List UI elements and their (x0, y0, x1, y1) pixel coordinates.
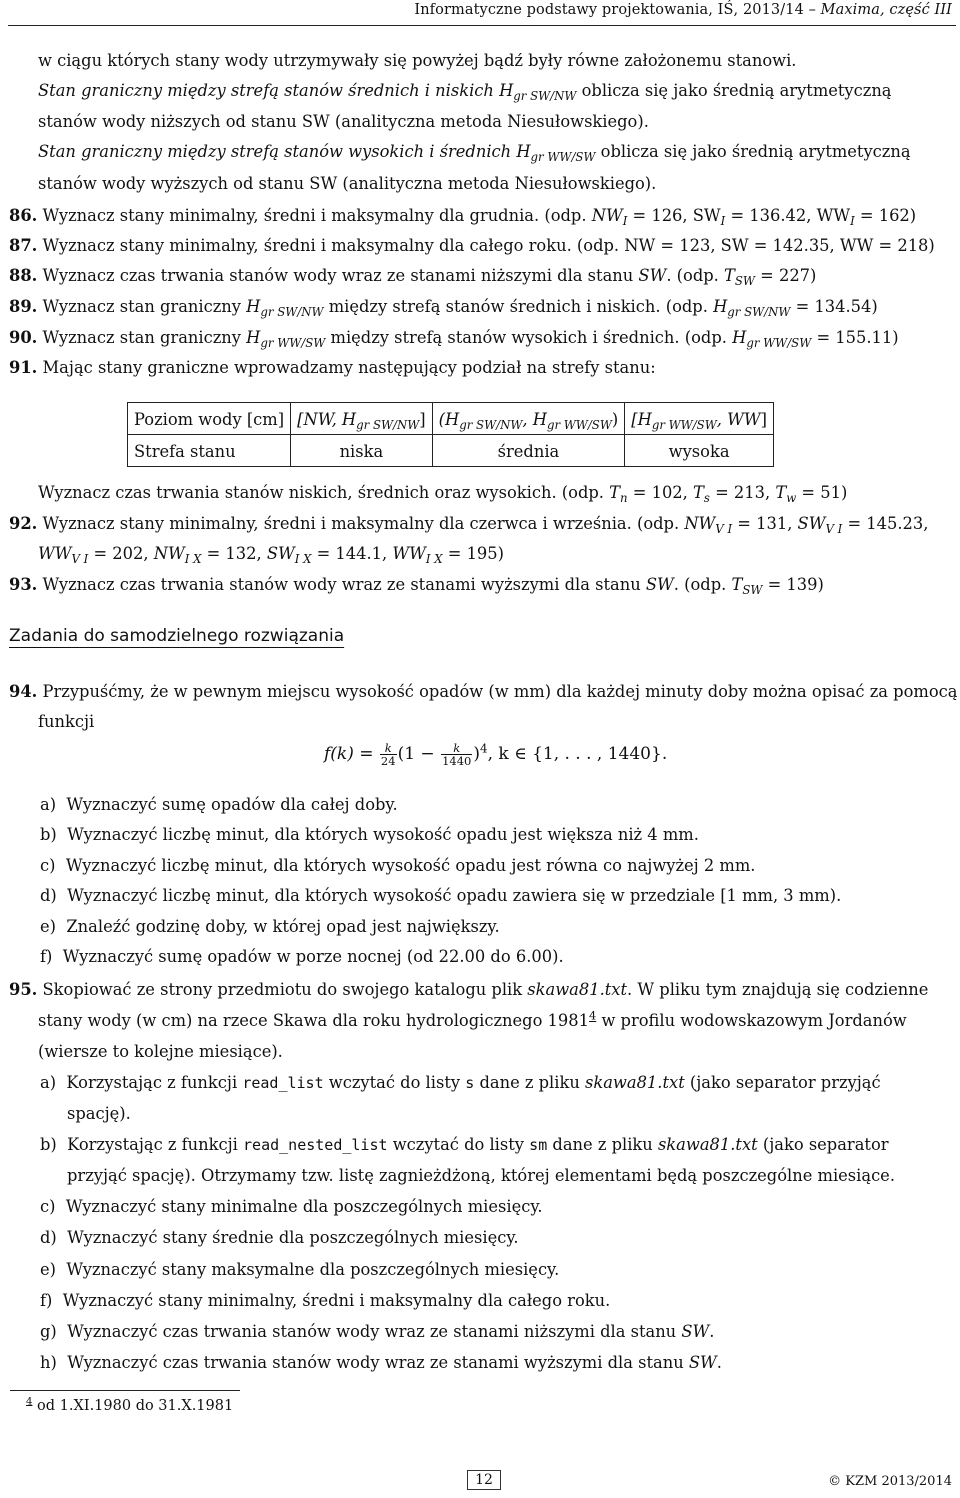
math-sw: SW (688, 1353, 717, 1372)
task-95-item (40, 1197, 543, 1217)
item-text: Wyznaczyć stany minimalne dla poszczególnych miesięcy. (65, 1197, 543, 1216)
rainfall-formula (324, 742, 667, 767)
item-text: (jako separator (757, 1135, 889, 1154)
item-label: e) (40, 1260, 56, 1279)
item-label: c) (40, 1197, 56, 1216)
item-text: wczytać do listy (387, 1135, 530, 1154)
task-answer-part: = 131, (732, 514, 798, 533)
fraction-denominator: 1440 (442, 754, 472, 768)
task-text: Wyznacz stany minimalny, średni i maksymalny dla grudnia. (odp. (42, 206, 592, 225)
fraction-denominator: 24 (380, 754, 396, 768)
task-text: Wyznacz stany minimalny, średni i maksymalny dla czerwca i września. (odp. (42, 514, 685, 533)
task-answer-part: = 144.1, (311, 544, 393, 563)
task-95-item-h: h) Wyznaczyć czas trwania stanów wody wraz ze stanami wyższymi dla stanu SW. (40, 1353, 722, 1372)
math-sub: gr WW/SW (746, 336, 812, 351)
header-rule (8, 25, 956, 26)
task-95-item-b-cont: przyjąć spację). Otrzymamy tzw. listę zagnieżdżoną, której elementami będą poszczególne miesiące. (67, 1166, 895, 1185)
math-h: H (246, 297, 261, 316)
function-name: read_nested_list (243, 1136, 388, 1154)
task-94-item (40, 795, 398, 815)
task-answer-part: = 213, (709, 483, 776, 502)
task-95-line-3: (wiersze to kolejne miesiące). (38, 1042, 283, 1061)
copyright: © KZM 2013/2014 (828, 1474, 952, 1489)
math-sub-sw-nw: gr SW/NW (513, 89, 577, 104)
item-text: Znaleźć godzinę doby, w której opad jest największy. (66, 917, 500, 936)
task-text: Skopiować ze strony przedmiotu do swojego katalogu plik (42, 980, 528, 999)
table-row (128, 435, 774, 467)
item-label: d) (40, 886, 57, 905)
math-sub: SW (734, 274, 755, 289)
task-91-question: Wyznacz czas trwania stanów niskich, średnich oraz wysokich. (odp. $T_n = 102$, $T_s = 213$, $T_w = 51$) (38, 483, 848, 506)
task-answer-value: = 139) (762, 575, 824, 594)
task-95-item-a: a) Korzystając z funkcji read_list wczytać do listy s dane z pliku skawa81.txt (jako separator przyjąć (40, 1073, 881, 1092)
task-number: 88. (9, 266, 38, 285)
item-label: f) (40, 947, 53, 966)
math-h: H (732, 328, 747, 347)
task-95-item (40, 1260, 559, 1280)
task-94-item (40, 825, 699, 845)
task-94-item (40, 947, 564, 967)
variable-name: sm (529, 1136, 548, 1154)
task-answer: . (odp. (673, 575, 732, 594)
task-number: 92. (9, 514, 38, 533)
item-label: c) (40, 856, 56, 875)
file-name: skawa81.txt (527, 980, 628, 999)
task-text: Wyznacz stany minimalny, średni i maksymalny dla całego roku. (odp. (42, 236, 625, 255)
formula-exponent: 4 (479, 741, 488, 756)
math-h: H (516, 142, 531, 161)
footnote-text: od 1.XI.1980 do 31.X.1981 (32, 1398, 234, 1414)
item-label: d) (40, 1228, 57, 1247)
section-title: Zadania do samodzielnego rozwiązania (9, 626, 345, 646)
file-name: skawa81.txt (657, 1135, 758, 1154)
fraction-numerator: k (380, 742, 397, 755)
math-sub: gr SW/NW (260, 305, 324, 320)
intro-line-2 (38, 81, 892, 104)
formula-part: f(k) = (324, 744, 379, 764)
task-91 (9, 358, 656, 378)
item-text: Wyznaczyć sumę opadów dla całej doby. (66, 795, 398, 814)
task-text: w profilu wodowskazowym Jordanów (596, 1011, 907, 1030)
fraction (441, 742, 472, 767)
math-h: H (246, 328, 261, 347)
math-sub: gr SW/NW (459, 417, 523, 432)
task-text: . W pliku tym znajdują się codzienne (627, 980, 929, 999)
task-95 (9, 980, 928, 1000)
task-text-mid: między strefą stanów wysokich i średnich. (odp. (325, 328, 733, 347)
task-number: 94. (9, 682, 38, 701)
math-sw: SW (638, 266, 667, 285)
cell-text: [H (631, 409, 652, 429)
item-label: e) (40, 917, 56, 936)
item-text: Wyznaczyć czas trwania stanów wody wraz ze stanami niższymi dla stanu (67, 1322, 682, 1341)
task-86: 86. Wyznacz stany minimalny, średni i maksymalny dla grudnia. (odp. $NW_I = 126$, $SW_I = 136.42$, $WW_I = 162$) (9, 206, 917, 229)
task-number: 93. (9, 575, 38, 594)
table-cell: Strefa stanu (128, 435, 291, 467)
cell-text: [NW, H (297, 409, 357, 429)
task-95-item-a-cont: spację). (67, 1104, 131, 1123)
task-95-line-2 (38, 1008, 907, 1031)
math-sub: gr WW/SW (260, 336, 326, 351)
variable-name: s (465, 1074, 475, 1092)
task-90 (9, 328, 899, 351)
item-text: Wyznaczyć liczbę minut, dla których wysokość opadu jest większa niż 4 mm. (67, 825, 699, 844)
intro-line-2-tail: oblicza się jako średnią arytmetyczną (581, 81, 892, 100)
math-sub: gr WW/SW (546, 417, 612, 432)
task-answer-part: = 195) (442, 544, 504, 563)
item-label: b) (40, 825, 57, 844)
math-h: H (499, 81, 514, 100)
item-text: Wyznaczyć liczbę minut, dla których wysokość opadu jest równa co najwyżej 2 mm. (65, 856, 756, 875)
table-cell: średnia (432, 435, 625, 467)
item-label: a) (40, 795, 57, 814)
task-text: Wyznacz czas trwania stanów niskich, średnich oraz wysokich. (odp. (38, 483, 610, 502)
table-cell: [NW, $H_{gr SW/NW}$] (291, 403, 433, 435)
item-text: Korzystając z funkcji (66, 1073, 243, 1092)
footnote-rule (10, 1390, 240, 1391)
task-89 (9, 297, 878, 320)
cell-text: (H (438, 409, 460, 429)
function-name: read_list (242, 1074, 324, 1092)
task-answer-value: = 155.11) (811, 328, 899, 347)
item-label: f) (40, 1291, 53, 1310)
task-answer-part: = 145.23, (842, 514, 929, 533)
task-88 (9, 266, 817, 289)
task-text: Przypuśćmy, że w pewnym miejscu wysokość opadów (w mm) dla każdej minuty doby można opisać za pomocą (42, 682, 958, 701)
task-text: Wyznacz czas trwania stanów wody wraz ze stanami niższymi dla stanu (42, 266, 639, 285)
task-number: 90. (9, 328, 38, 347)
running-header (414, 2, 952, 18)
intro-line-4-tail: oblicza się jako średnią arytmetyczną (600, 142, 911, 161)
page-number: 12 (467, 1470, 501, 1490)
intro-line-5: stanów wody wyższych od stanu SW (analityczna metoda Niesułowskiego). (38, 174, 657, 193)
task-answer-part: = 102, (627, 483, 694, 502)
item-text: wczytać do listy (323, 1073, 466, 1092)
task-number: 89. (9, 297, 38, 316)
math-h: H (713, 297, 728, 316)
table-cell: wysoka (625, 435, 774, 467)
item-text: dane z pliku (547, 1135, 658, 1154)
math-sub: gr SW/NW (356, 417, 420, 432)
math-sub: gr WW/SW (651, 417, 717, 432)
math-sub-ww-sw: gr WW/SW (530, 150, 596, 165)
task-94-line-2: funkcji (38, 712, 95, 731)
task-number: 87. (9, 236, 38, 255)
formula-part: ) (473, 744, 480, 764)
task-answer-part: = 136.42, WW (725, 206, 851, 225)
item-text: Wyznaczyć sumę opadów w porze nocnej (od 22.00 do 6.00). (62, 947, 564, 966)
footnote-mark: 4 (26, 1396, 33, 1408)
task-text: Wyznacz czas trwania stanów wody wraz ze stanami wyższymi dla stanu (42, 575, 646, 594)
task-answer: NW = 123, SW = 142.35, WW = 218) (624, 236, 935, 255)
task-93: 93. Wyznacz czas trwania stanów wody wraz ze stanami wyższymi dla stanu SW. (odp. $T_{SW} = 139$) (9, 575, 824, 598)
item-text: Wyznaczyć liczbę minut, dla których wysokość opadu zawiera się w przedziale [1 mm, 3 mm). (67, 886, 842, 905)
intro-line-4-text: Stan graniczny między strefą stanów wysokich i średnich (38, 142, 512, 161)
task-answer-part: = 126, SW (627, 206, 721, 225)
task-87 (9, 236, 935, 256)
task-95-item (40, 1291, 610, 1311)
task-text: Mając stany graniczne wprowadzamy następujący podział na strefy stanu: (42, 358, 656, 377)
intro-line-1: w ciągu których stany wody utrzymywały się powyżej bądź były równe założonemu stanowi. (38, 51, 797, 70)
task-number: 91. (9, 358, 38, 377)
math-sub: gr SW/NW (727, 305, 791, 320)
item-text: Wyznaczyć stany maksymalne dla poszczególnych miesięcy. (66, 1260, 560, 1279)
task-answer-value: = 227) (754, 266, 817, 285)
task-94-item (40, 856, 755, 876)
item-text: . (716, 1353, 722, 1372)
task-text: Wyznacz stan graniczny (42, 297, 247, 316)
item-text: Wyznaczyć stany średnie dla poszczególnych miesięcy. (67, 1228, 519, 1247)
task-number: 86. (9, 206, 38, 225)
item-text: Wyznaczyć stany minimalny, średni i maksymalny dla całego roku. (62, 1291, 611, 1310)
table-row (128, 403, 774, 435)
task-answer-part: = 132, (201, 544, 267, 563)
math-sw: SW (645, 575, 674, 594)
task-number: 95. (9, 980, 38, 999)
table-cell: Poziom wody [cm] (128, 403, 291, 435)
task-95-item (40, 1228, 519, 1248)
task-94-item (40, 917, 500, 937)
task-95-item-b: b) Korzystając z funkcji read_nested_list wczytać do listy sm dane z pliku skawa81.txt (jako separator (40, 1135, 889, 1154)
task-answer: . (odp. (666, 266, 725, 285)
task-text-mid: między strefą stanów średnich i niskich. (odp. (323, 297, 714, 316)
fraction (380, 742, 397, 767)
task-94 (9, 682, 957, 702)
task-92-line-2: $WW_{V I} = 202$, $NW_{I X} = 132$, $SW_{I X} = 144.1$, $WW_{I X} = 195$) (38, 544, 504, 567)
table-cell: [$H_{gr WW/SW}$, WW] (625, 403, 774, 435)
math-t: T (724, 266, 735, 285)
header-italic: Maxima, część III (820, 2, 952, 18)
item-text: dane z pliku (474, 1073, 585, 1092)
task-answer-value: = 134.54) (790, 297, 878, 316)
fraction-numerator: k (441, 742, 472, 755)
intro-line-2-text: Stan graniczny między strefą stanów średnich i niskich (38, 81, 494, 100)
task-answer-part: = 202, (88, 544, 154, 563)
task-92: 92. Wyznacz stany minimalny, średni i maksymalny dla czerwca i września. (odp. $NW_{V I} = 131$, $SW_{V I} = 145.23$, (9, 514, 929, 537)
footnote (26, 1398, 233, 1414)
task-text: stany wody (w cm) na rzece Skawa dla roku hydrologicznego 1981 (38, 1011, 589, 1030)
task-95-item-g: g) Wyznaczyć czas trwania stanów wody wraz ze stanami niższymi dla stanu SW. (40, 1322, 715, 1341)
item-text: Korzystając z funkcji (67, 1135, 244, 1154)
formula-part: , k ∈ {1, . . . , 1440}. (487, 744, 668, 764)
item-text: Wyznaczyć czas trwania stanów wody wraz ze stanami wyższymi dla stanu (67, 1353, 689, 1372)
table-cell: ($H_{gr SW/NW}$, $H_{gr WW/SW}$) (432, 403, 625, 435)
footnote-mark: 4 (589, 1008, 597, 1023)
zones-table (127, 402, 774, 467)
task-answer-part: = 162) (854, 206, 917, 225)
task-text: Wyznacz stan graniczny (42, 328, 247, 347)
task-answer-part: = 51) (796, 483, 848, 502)
item-text: . (709, 1322, 715, 1341)
task-94-item (40, 886, 841, 906)
intro-line-4 (38, 142, 911, 165)
item-text: (jako separator przyjąć (684, 1073, 881, 1092)
formula-part: (1 − (397, 744, 441, 764)
file-name: skawa81.txt (585, 1073, 685, 1092)
table-cell: niska (291, 435, 433, 467)
header-prefix: Informatyczne podstawy projektowania, IŚ, 2013/14 – (414, 2, 821, 18)
math-sw: SW (681, 1322, 710, 1341)
intro-line-3: stanów wody niższych od stanu SW (analityczna metoda Niesułowskiego). (38, 112, 649, 131)
